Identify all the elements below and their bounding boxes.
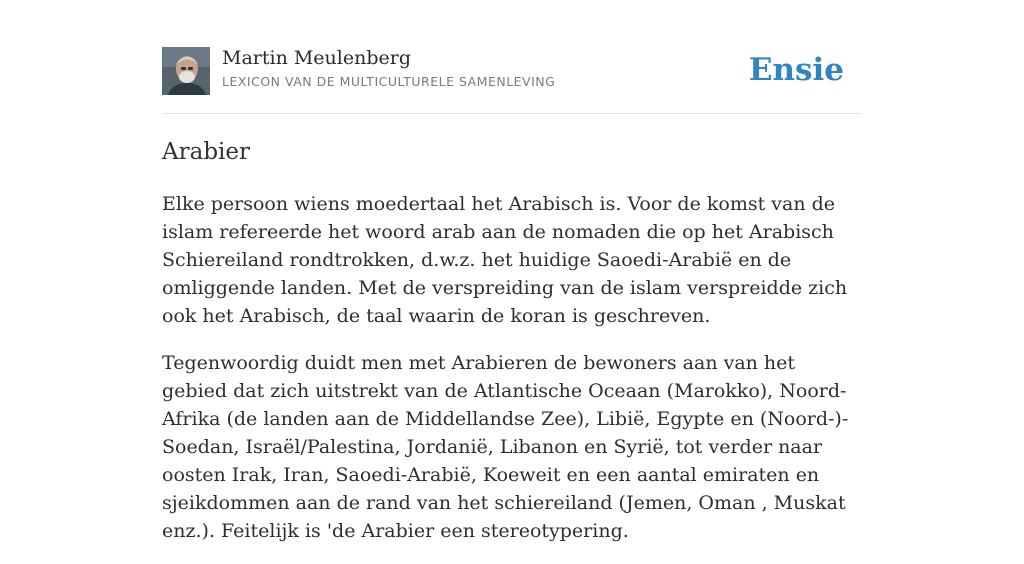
header-divider xyxy=(162,113,862,114)
ensie-logo[interactable]: Ensie xyxy=(748,52,844,88)
article-paragraph: Tegenwoordig duidt men met Arabieren de bewoners aan van het gebied dat zich uitstrekt van de Atlantische Oceaan (Marokko), Noord-Afrika (de landen aan de Middellandse Zee), Libië, Egypte en (Noord-)-Soedan, Israël/Palestina, Jordanië, Libanon en Syrië, tot verder naar oosten Irak, Iran, Saoedi-Arabië, Koeweit en een aantal emiraten en sjeikdommen aan de rand van het schiereiland (Jemen, Oman , Muskat enz.). Feitelijk is 'de Arabier een stereotypering. xyxy=(162,352,849,542)
publication-name[interactable]: LEXICON VAN DE MULTICULTURELE SAMENLEVING xyxy=(222,74,556,89)
article-header xyxy=(162,46,862,96)
author-name[interactable]: Martin Meulenberg xyxy=(222,47,411,69)
avatar-photo-icon xyxy=(162,47,210,95)
article-paragraph: Elke persoon wiens moedertaal het Arabisch is. Voor de komst van de islam refereerde het woord arab aan de nomaden die op het Arabisch Schiereiland rondtrokken, d.w.z. het huidige Saoedi-Arabië en de omliggende landen. Met de verspreiding van de islam verspreidde zich ook het Arabisch, de taal waarin de koran is geschreven. xyxy=(162,193,848,327)
author-avatar[interactable] xyxy=(162,47,210,95)
article-title: Arabier xyxy=(162,139,251,165)
article-body xyxy=(162,190,862,564)
